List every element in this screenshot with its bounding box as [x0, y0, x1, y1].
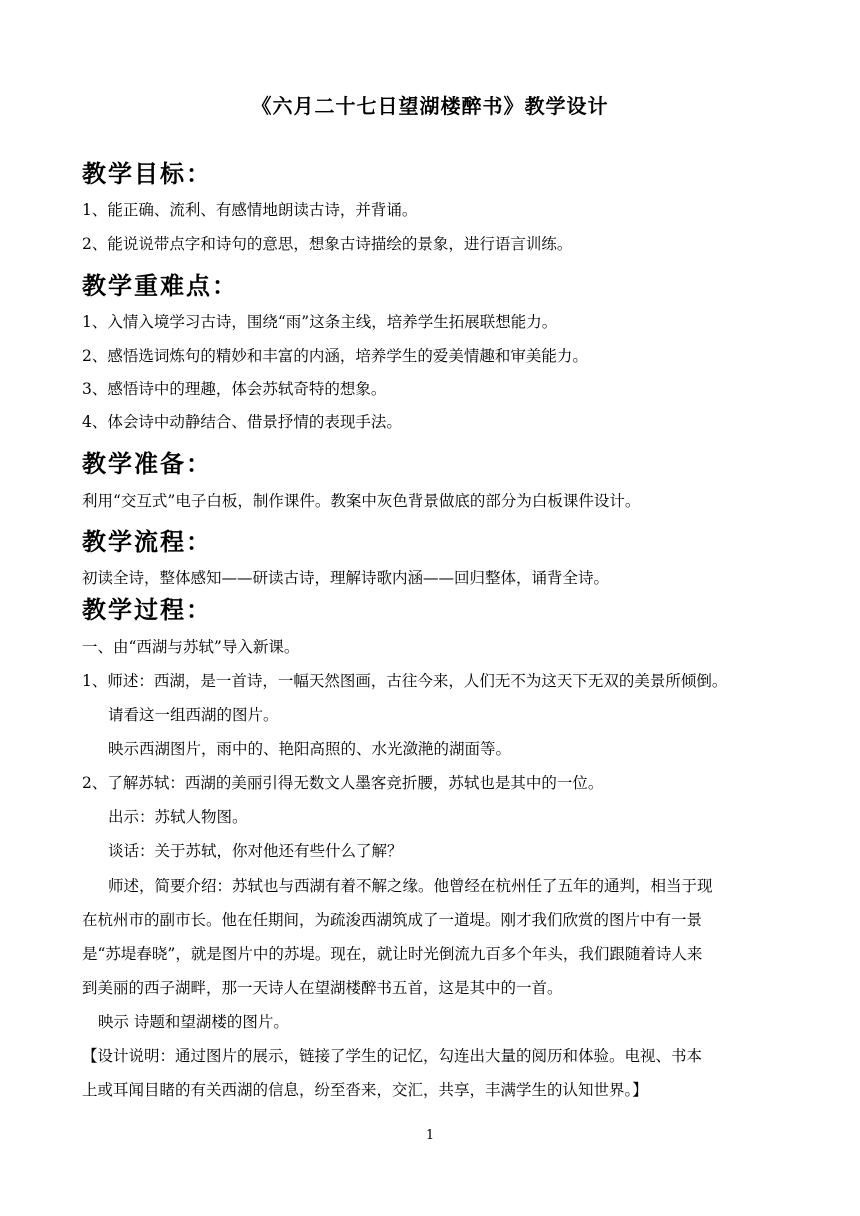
- process-line: 是“苏堤春晓”，就是图片中的苏堤。现在，就让时光倒流九百多个年头，我们跟随着诗人来: [82, 945, 703, 963]
- process-line: 师述，简要介绍：苏轼也与西湖有着不解之缘。他曾经在杭州任了五年的通判，相当于现: [108, 877, 713, 895]
- process-line: 请看这一组西湖的图片。: [108, 706, 279, 724]
- process-line: 映示西湖图片，雨中的、艳阳高照的、水光潋滟的湖面等。: [108, 740, 512, 758]
- process-line: 在杭州市的副市长。他在任期间，为疏浚西湖筑成了一道堤。刚才我们欣赏的图片中有一景: [82, 911, 703, 929]
- process-heading: 教学过程：: [82, 595, 212, 624]
- document-title: 《六月二十七日望湖楼醉书》教学设计: [251, 94, 609, 118]
- process-line: 2、了解苏轼：西湖的美丽引得无数文人墨客竞折腰，苏轼也是其中的一位。: [82, 774, 604, 792]
- preparation-heading: 教学准备：: [82, 449, 212, 478]
- design-note-line: 【设计说明：通过图片的展示，链接了学生的记忆，勾连出大量的阅历和体验。电视、书本: [82, 1047, 703, 1065]
- process-line: 1、师述：西湖，是一首诗，一幅天然图画，古往今来，人们无不为这天下无双的美景所倾倒。: [82, 672, 728, 690]
- preparation-text: 利用“交互式”电子白板，制作课件。教案中灰色背景做底的部分为白板课件设计。: [82, 492, 641, 510]
- flow-heading: 教学流程：: [82, 527, 212, 556]
- objective-item: 2、能说说带点字和诗句的意思，想象古诗描绘的景象，进行语言训练。: [82, 235, 573, 253]
- process-line: 谈话：关于苏轼，你对他还有些什么了解？: [108, 842, 403, 860]
- key-point-item: 3、感悟诗中的理趣，体会苏轼奇特的想象。: [82, 380, 387, 398]
- process-line: 到美丽的西子湖畔，那一天诗人在望湖楼醉书五首，这是其中的一首。: [82, 979, 563, 997]
- process-line: 映示 诗题和望湖楼的图片。: [98, 1013, 289, 1031]
- process-line: 一、由“西湖与苏轼”导入新课。: [82, 638, 300, 656]
- objectives-heading: 教学目标：: [82, 159, 212, 188]
- key-point-item: 1、入情入境学习古诗，围绕“雨”这条主线，培养学生拓展联想能力。: [82, 313, 558, 331]
- flow-text: 初读全诗，整体感知——研读古诗，理解诗歌内涵——回归整体，诵背全诗。: [82, 569, 610, 587]
- process-line: 出示：苏轼人物图。: [108, 808, 248, 826]
- page-number: 1: [425, 1128, 435, 1143]
- key-point-item: 4、体会诗中动静结合、借景抒情的表现手法。: [82, 413, 402, 431]
- design-note-line: 上或耳闻目睹的有关西湖的信息，纷至沓来，交汇，共享，丰满学生的认知世界。】: [82, 1081, 648, 1099]
- key-point-item: 2、感悟选词炼句的精妙和丰富的内涵，培养学生的爱美情趣和审美能力。: [82, 347, 588, 365]
- objective-item: 1、能正确、流利、有感情地朗读古诗，并背诵。: [82, 201, 418, 219]
- key-points-heading: 教学重难点：: [82, 271, 238, 300]
